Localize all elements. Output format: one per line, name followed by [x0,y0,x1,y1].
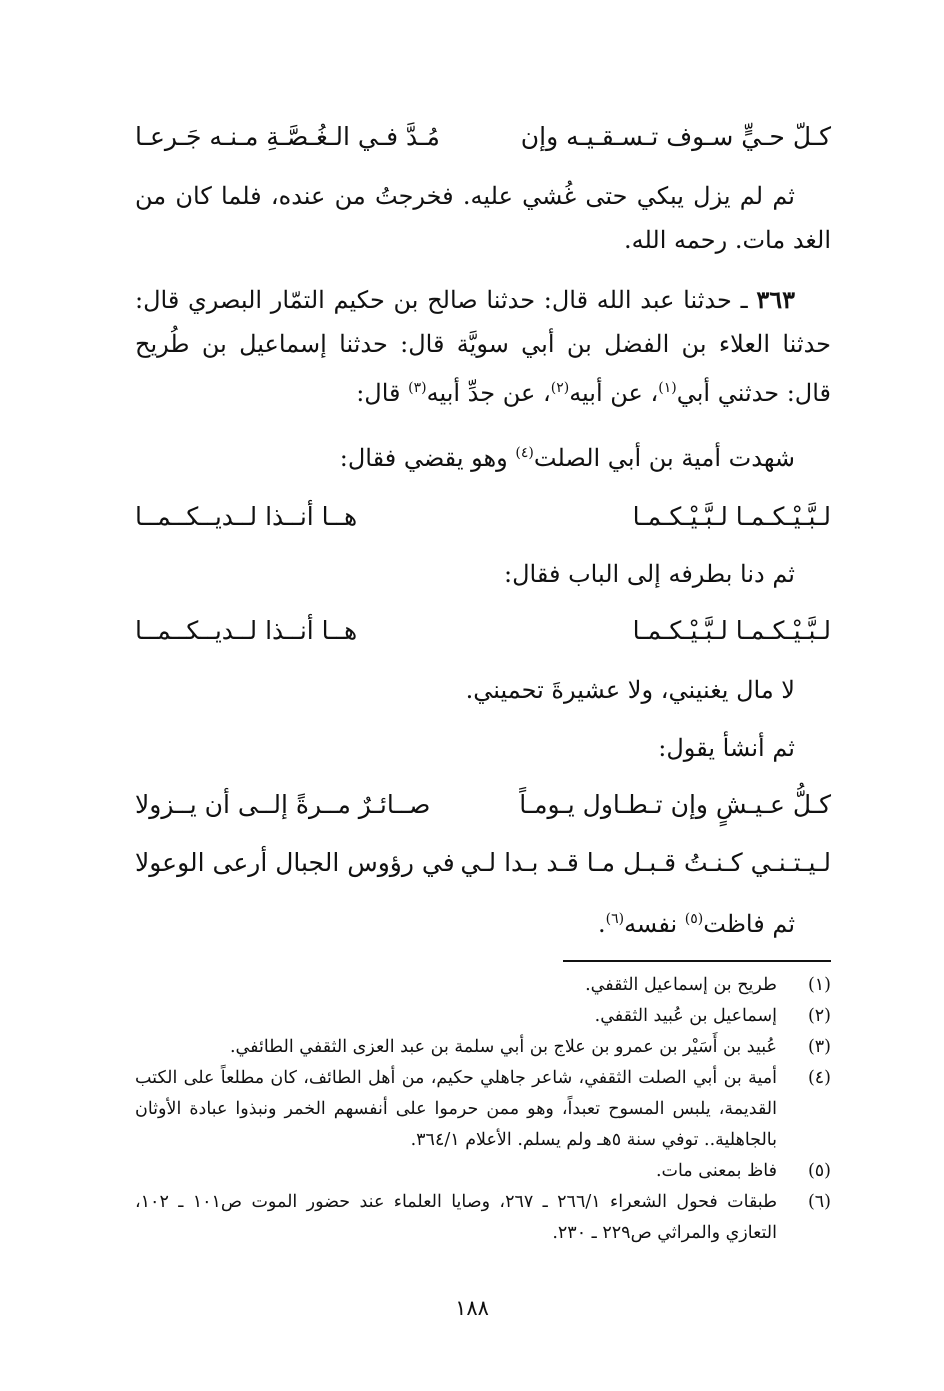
report-number: ٣٦٣ [756,285,795,314]
paragraph: لا مال يغنيني، ولا عشيرةَ تحميني. [465,676,795,704]
paragraph: ثم دنا بطرفه إلى الباب فقال: [504,560,795,588]
verse-second-hemistich: مُـدَّ فـي الـغُـصَّـةِ مـنـه جَـرعـا [135,122,440,151]
footnote-number: (٥) [807,1161,831,1181]
witness-text: وهو يقضي فقال: [339,444,516,472]
verse-second-hemistich: هــا أنــذا لــديــكــمــا [135,616,358,645]
footnote-number: (٦) [807,1192,831,1212]
footnote [135,1032,831,1063]
footnote-ref[interactable]: (٦) [605,911,625,927]
footnote-ref[interactable]: (٢) [550,380,570,396]
ending-text: . [597,910,606,938]
footnote-text: طبقات فحول الشعراء ٢٦٦/١ ـ ٢٦٧، وصايا العلماء عند حضور الموت ص١٠١ ـ ١٠٢، التعازي والمراثي ص٢٢٩ ـ ٢٣٠. [135,1192,778,1243]
verse-first-hemistich: لـبَّـيْـكـمـا لـبَّـيْـكـمـا [632,502,831,531]
footnote-number: (٢) [807,1006,831,1026]
verse-second-hemistich: هــا أنــذا لــديــكــمــا [135,502,358,531]
footnote [135,1063,831,1156]
footnote-number: (١) [807,975,831,995]
footnote-ref[interactable]: (٤) [515,445,534,461]
footnote-text: أمية بن أبي الصلت الثقفي، شاعر جاهلي حكيم، من أهل الطائف، كان مطلعاً على الكتب القديمة، يلبس المسوح تعبداً، وهو ممن حرموا على أنفسهم الخمر ونبذوا عبادة الأوثان بالجاهلية.. توفي سنة ٥هـ ولم يسلم. الأعلام ٣٦٤/١. [135,1068,777,1150]
ending-text: نفسه [624,910,685,938]
verse-line [135,108,831,166]
paragraph [135,892,831,951]
report-text: قال: [356,379,409,407]
footnote-ref[interactable]: (١) [658,380,677,396]
report-paragraph [135,278,831,415]
ending-text: ثم فاظت [703,910,795,938]
verse-second-hemistich: صــائـرٌ مــرةً إلــى أن يــزولا [135,790,431,819]
verse-line [135,488,831,546]
footnote-number: (٣) [807,1037,831,1057]
page-body [135,108,831,951]
paragraph: ثم لم يزل يبكي حتى غُشي عليه. فخرجتُ من عنده، فلما كان من الغد مات. رحمه الله. [135,182,831,254]
footnotes [135,970,831,1249]
footnote [135,1156,831,1187]
report-text: ، عن جدِّ أبيه [426,379,551,407]
footnote [135,970,831,1001]
verse-first-hemistich: كـلُّ عـيـشٍ وإن تـطـاول يـومـاً [519,790,831,819]
verse-line [135,776,831,834]
footnote-number: (٤) [807,1068,831,1088]
footnote [135,1187,831,1249]
report-text: ، عن أبيه [569,379,659,407]
paragraph [135,431,831,480]
verse-line [135,834,831,892]
paragraph: ثم أنشأ يقول: [658,734,795,762]
footnote [135,1001,831,1032]
verse-first-hemistich: لـيـتـنـي كـنـتُ قـبـل مـا قـد بـدا لـي [460,848,831,877]
verse-first-hemistich: كـلّ حـيٍّ سـوف تـسـقـيـه وإن [520,122,831,151]
footnote-text: طريح بن إسماعيل الثقفي. [585,975,777,995]
footnote-text: عُبيد بن أَسَيْر بن عمرو بن علاج بن أبي سلمة بن عبد العزى الثقفي الطائفي. [229,1037,777,1057]
footnote-ref[interactable]: (٣) [408,380,427,396]
footnote-separator [563,960,831,962]
verse-first-hemistich: لـبَّـيْـكـمـا لـبَّـيْـكـمـا [632,616,831,645]
verse-second-hemistich: في رؤوس الجبال أرعى الوعولا [135,848,455,877]
footnote-text: فاظ بمعنى مات. [655,1161,777,1181]
witness-text: شهدت أمية بن أبي الصلت [533,444,795,472]
footnote-text: إسماعيل بن عُبيد الثقفي. [594,1006,777,1026]
page-number: ١٨٨ [455,1296,489,1320]
report-text: ـ حدثنا عبد الله قال: حدثنا صالح بن حكيم التمّار البصري قال: حدثنا العلاء بن الفضل بن أبي سويَّة قال: حدثنا إسماعيل بن طُريح قال: حدثني أبي [135,286,831,407]
verse-line [135,602,831,660]
footnote-ref[interactable]: (٥) [684,911,704,927]
